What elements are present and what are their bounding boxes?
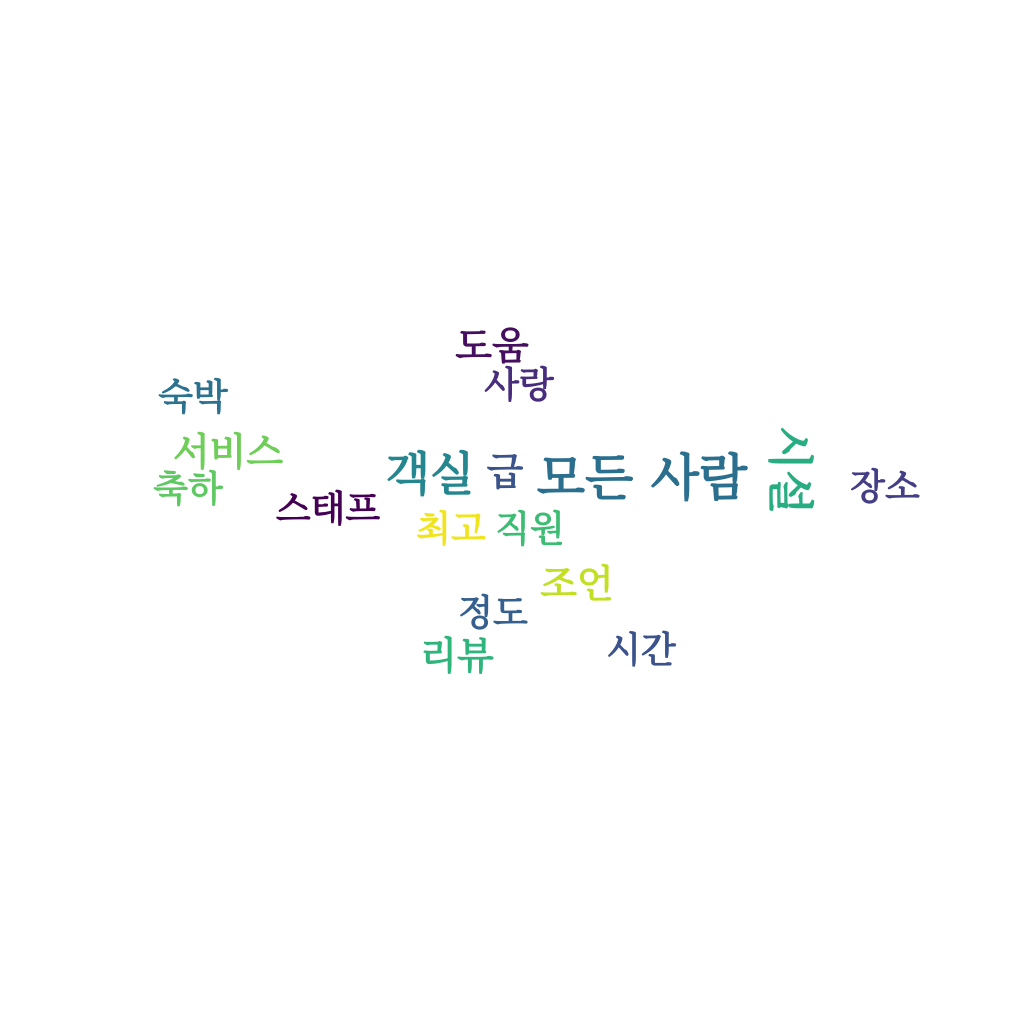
- word-sukbak: 숙박: [158, 377, 228, 418]
- word-sigan: 시간: [606, 630, 676, 671]
- word-siseol: 시설: [763, 425, 817, 515]
- word-modeun-saram: 모든 사람: [536, 449, 748, 507]
- word-jeongdo: 정도: [458, 593, 528, 634]
- word-jangso: 장소: [850, 467, 920, 508]
- word-doum: 도움: [455, 324, 529, 368]
- word-chukha: 축하: [153, 469, 223, 510]
- word-ribyu: 리뷰: [420, 634, 494, 678]
- word-seutaepeu: 스태프: [275, 489, 381, 530]
- word-choego: 최고: [416, 509, 486, 550]
- word-seobiseu: 서비스: [172, 430, 284, 474]
- word-sarang: 사랑: [484, 365, 554, 406]
- word-geup: 급: [486, 450, 524, 494]
- word-jigwon: 직원: [495, 509, 565, 550]
- word-gaeksil: 객실: [385, 447, 475, 501]
- word-joeon: 조언: [540, 562, 614, 606]
